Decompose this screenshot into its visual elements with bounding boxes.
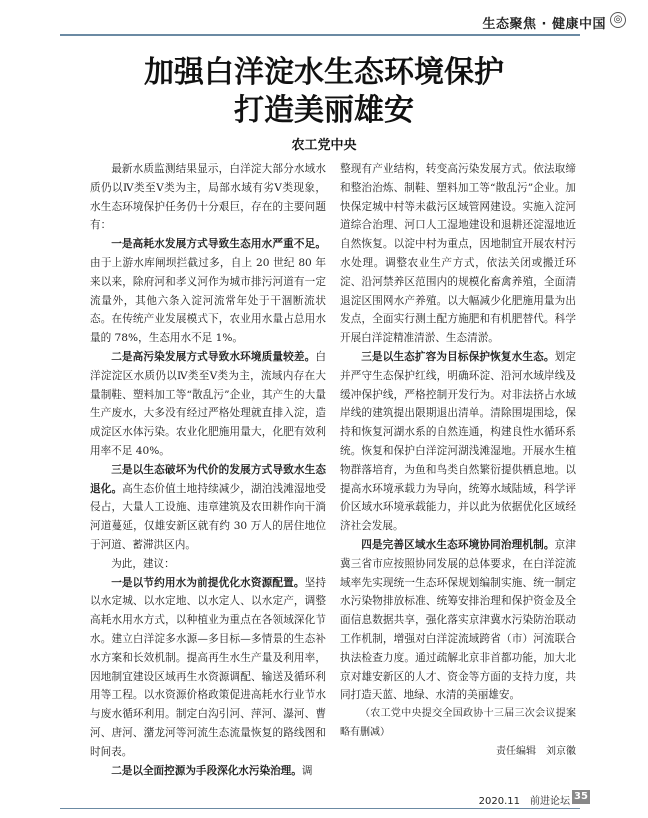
article-title (0, 54, 648, 130)
paragraph-lead: 二是以全面控源为手段深化水污染治理。 (111, 764, 302, 777)
paragraph (90, 235, 326, 348)
page-footer (0, 788, 648, 810)
paragraph (340, 160, 576, 348)
paragraph-text: 高生态价值土地持续减少，湖泊浅滩湿地受侵占，大量人工设施、违章建筑及农田耕作向干淌河道蔓延，仅雄安新区就有约 30 万人的居住地位于河道、蓄滞洪区内。 (90, 482, 327, 551)
header-rule (60, 34, 580, 36)
paragraph-lead: 一是高耗水发展方式导致生态用水严重不足。 (111, 238, 326, 251)
paragraph (90, 461, 326, 555)
paragraph-text: 整现有产业结构，转变高污染发展方式。依法取缔和整治治炼、制鞋、塑料加工等“散乱污”企业。加快保定城中村等未截污区域管网建设。实施入淀河道综合治理、河口人工湿地建设和退耕还淀湿地近自然恢复。以淀中村为重点，因地制宜开展农村污水处理。调整农业生产方式，依法关闭或搬迁环淀、沿河禁养区范围内的规模化畜禽养殖，全面清退淀区围网水产养殖。以大幅减少化肥施用量为出发点，全面实行测土配方施肥和有机肥替代。科学开展白洋淀精准清淤、生态清淤。 (340, 163, 576, 345)
paragraph-lead: 一是以节约用水为前提优化水资源配置。 (111, 576, 305, 589)
paragraph (340, 536, 576, 705)
paragraph-lead: 三是以生态扩容为目标保护恢复水生态。 (361, 350, 555, 363)
left-column (90, 160, 326, 780)
paragraph (90, 348, 326, 461)
paragraph-lead: 二是高污染发展方式导致水环境质量较差。 (111, 350, 316, 363)
paragraph: 最新水质监测结果显示，白洋淀大部分水域水质仍以Ⅳ类至Ⅴ类为主，局部水域有劣Ⅴ类现象，水生态环境保护任务仍十分艰巨，存在的主要问题有： (90, 163, 326, 232)
running-header (0, 0, 648, 46)
page-number: 35 (572, 790, 590, 804)
paragraph-text: 京津冀三省市应按照协同发展的总体要求，在白洋淀流域率先实现统一生态环保规划编制实施、统一制定水污染物排放标准、统筹安排治理和保护资金及全面信息数据共享，强化落实京津冀水污染防治联动工作机制，增强对白洋淀流域跨省（市）河流联合执法检查力度。通过疏解北京非首都功能，加大北京对雄安新区的人才、资金等方面的支持力度，共同打造天蓝、地绿、水清的美丽雄安。 (340, 538, 576, 702)
article-author: 农工党中央 (291, 138, 357, 153)
paragraph-text: 调 (301, 764, 313, 777)
circle-logo-icon: ◎ (610, 12, 626, 28)
paragraph-lead: 三是以生态破坏为代价的发展方式导致水生态退化。 (90, 463, 326, 495)
title-line-1: 加强白洋淀水生态环境保护 (144, 55, 504, 90)
footer-rule (60, 808, 580, 809)
section-label: 生态聚焦 · 健康中国 (482, 17, 606, 32)
paragraph (90, 762, 326, 781)
title-line-2: 打造美丽雄安 (234, 93, 414, 128)
right-column (340, 160, 576, 762)
paragraph: 为此，建议： (111, 557, 175, 570)
editor-credit: 责任编辑 刘京徽 (496, 745, 576, 757)
paragraph-lead: 四是完善区域水生态环境协同治理机制。 (361, 538, 555, 551)
paragraph (340, 348, 576, 536)
paragraph-text: 坚持以水定城、以水定地、以水定人、以水定产，调整高耗水用水方式，以种植业为重点在各领域深化节水。建立白洋淀多水源—多目标—多情景的生态补水方案和长效机制。提高再生水生产量及利用率，因地制宜建设区域再生水资源调配、输送及循环利用等工程。以水资源价格政策促进高耗水行业节水与废水循环利用。制定白沟引河、萍河、瀑河、曹河、唐河、潴龙河等河流生态流量恢复的路线图和时间表。 (90, 576, 326, 758)
source-note: （农工党中央提交全国政协十三届三次会议提案略有删减） (340, 708, 576, 738)
paragraph-text: 划定并严守生态保护红线，明确环淀、沿河水域岸线及缓冲保护线，严格控制开发行为。对非法挤占水域岸线的建筑提出限期退出清单。清除围堤围埝，保持和恢复河湖水系的自然连通，构建良性水循环系统。恢复和保护白洋淀河湖浅滩湿地。开展水生植物群落培育，为鱼和鸟类自然繁衍提供栖息地。以提高水环境承载力为导向，统筹水域陆域，科学评价区域水环境承载能力，并以此为依据优化区域经济社会发展。 (340, 350, 576, 533)
paragraph-text: 由于上游水库闸坝拦截过多，自上 20 世纪 80 年来以来，除府河和孝义河作为城市排污河道有一定流量外，其他六条入淀河流常年处于干涸断流状态。在传统产业发展模式下，农业用水量占总用水量的 78%，生态用水不足 1%。 (90, 256, 326, 345)
paragraph (90, 574, 326, 762)
paragraph-text: 白洋淀淀区水质仍以Ⅳ类至Ⅴ类为主，流域内存在大量制鞋、塑料加工等“散乱污”企业，其产生的大量生产废水，大多没有经过严格处理就直排入淀，造成淀区水体污染。农业化肥施用量大，化肥有效利用率不足 40%。 (90, 350, 326, 457)
issue-label: 2020.11 前进论坛 (478, 796, 570, 807)
